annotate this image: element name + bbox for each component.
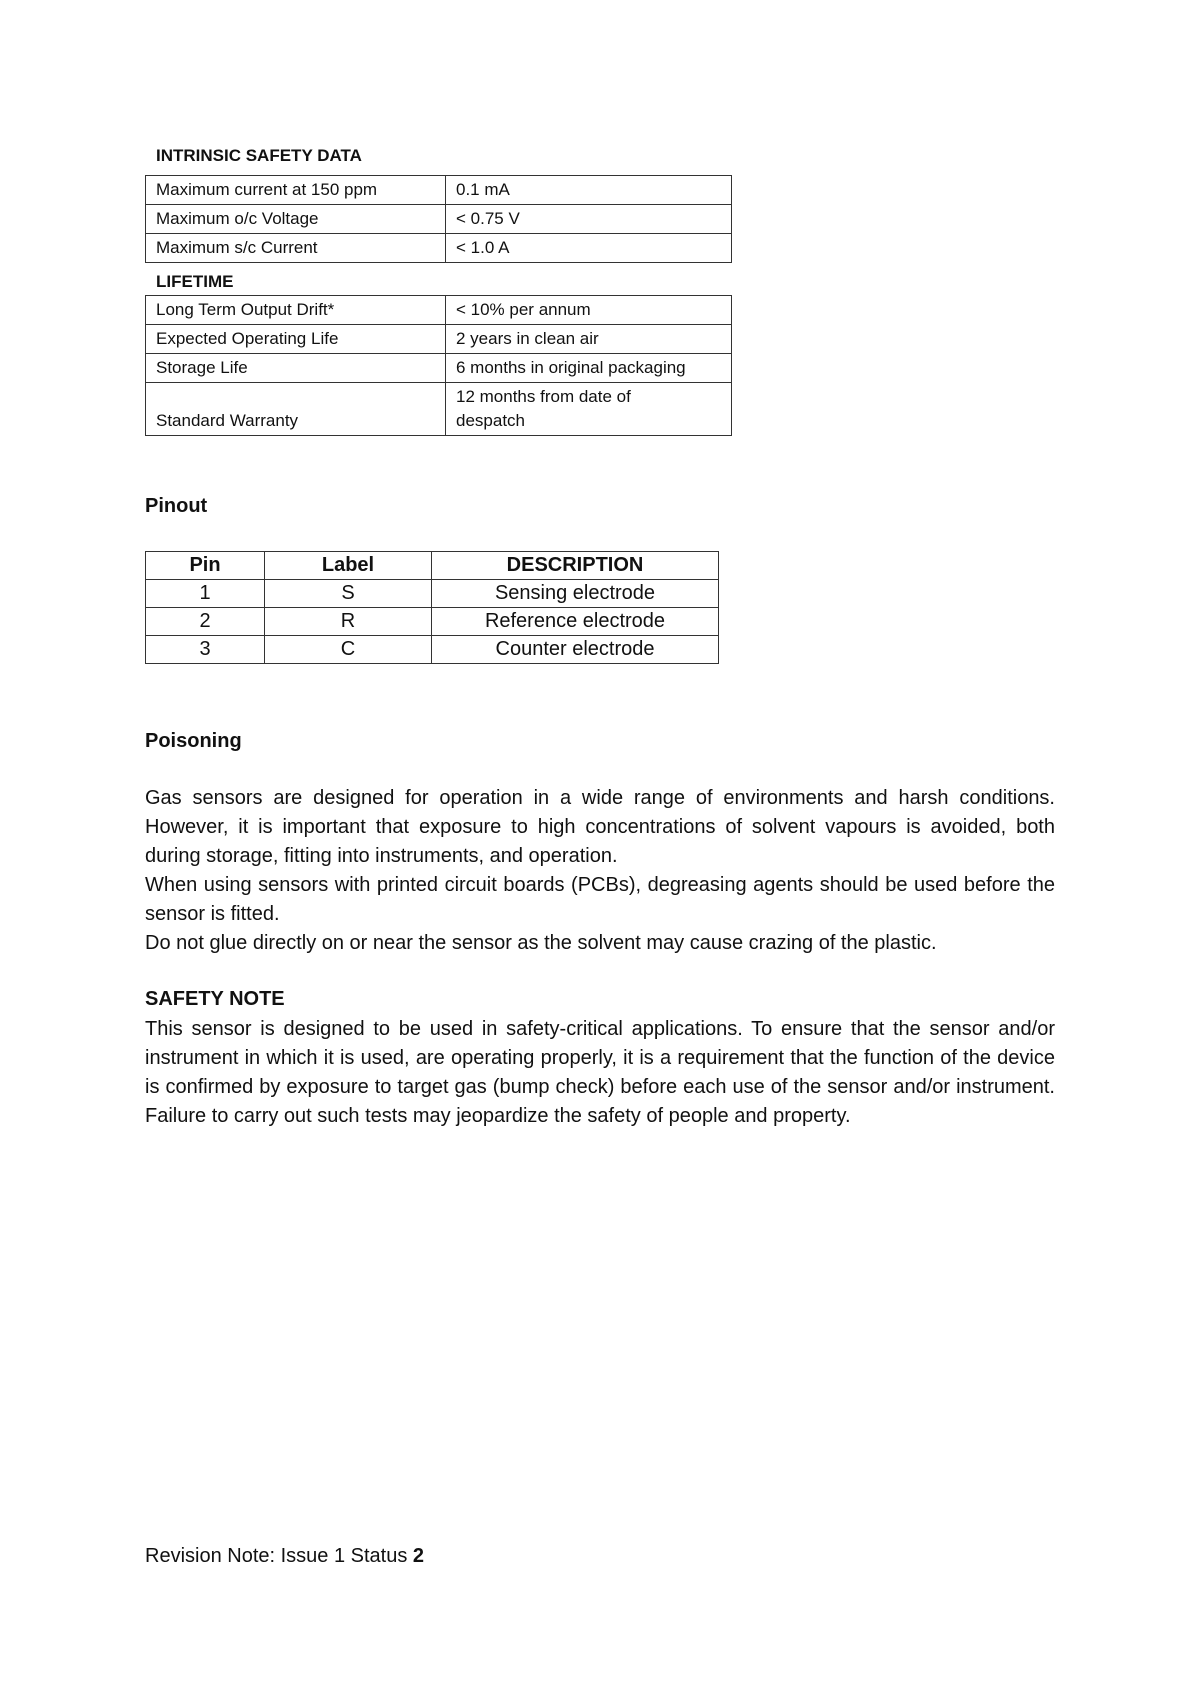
- pinout-table: [145, 551, 719, 664]
- table-row: [146, 354, 732, 383]
- pin-label: R: [265, 608, 432, 636]
- spec-value: 2 years in clean air: [446, 325, 732, 354]
- lifetime-title: LIFETIME: [156, 272, 234, 291]
- table-row: [146, 296, 732, 325]
- spec-value: < 1.0 A: [446, 234, 732, 263]
- table-row: [146, 383, 732, 436]
- pin-description: Reference electrode: [432, 608, 719, 636]
- spec-label: Maximum current at 150 ppm: [146, 176, 446, 205]
- pin-label: S: [265, 580, 432, 608]
- intrinsic-safety-title: INTRINSIC SAFETY DATA: [156, 146, 362, 165]
- spec-label: Expected Operating Life: [146, 325, 446, 354]
- column-header: DESCRIPTION: [432, 552, 719, 580]
- table-row: [146, 580, 719, 608]
- table-header-row: [146, 552, 719, 580]
- revision-status: 2: [412, 1545, 425, 1567]
- safety-note-text: [145, 1015, 1055, 1131]
- poisoning-title: Poisoning: [145, 730, 242, 752]
- column-header: Label: [265, 552, 432, 580]
- paragraph: Do not glue directly on or near the sensor as the solvent may cause crazing of the plastic.: [145, 932, 937, 954]
- paragraph: This sensor is designed to be used in safety-critical applications. To ensure that the sensor and/or instrument in which it is used, are operating properly, it is a requirement that the function of the device is confirmed by exposure to target gas (bump check) before each use of the sensor and/or instrument. Failure to carry out such tests may jeopardize the safety of people and property.: [145, 1018, 1055, 1127]
- pin-number: 2: [146, 608, 265, 636]
- paragraph: Gas sensors are designed for operation in a wide range of environments and harsh conditions. However, it is important that exposure to high concentrations of solvent vapours is avoided, both during storage, fitting into instruments, and operation.: [145, 787, 1055, 867]
- spec-value: [446, 383, 732, 436]
- spec-value-line: 12 months from date of: [456, 387, 631, 406]
- pin-number: 1: [146, 580, 265, 608]
- table-row: [146, 608, 719, 636]
- pinout-title: Pinout: [145, 495, 208, 517]
- revision-note-text: Revision Note: Issue 1 Status: [145, 1545, 413, 1567]
- pin-number: 3: [146, 636, 265, 664]
- spec-value: < 10% per annum: [446, 296, 732, 325]
- spec-label: Maximum o/c Voltage: [146, 205, 446, 234]
- spec-value-line: despatch: [456, 411, 525, 430]
- table-row: [146, 176, 732, 205]
- spec-label: Standard Warranty: [146, 383, 446, 436]
- pin-description: Counter electrode: [432, 636, 719, 664]
- poisoning-text: [145, 784, 1055, 958]
- column-header: Pin: [146, 552, 265, 580]
- pin-description: Sensing electrode: [432, 580, 719, 608]
- spec-label: Long Term Output Drift*: [146, 296, 446, 325]
- table-row: [146, 234, 732, 263]
- table-row: [146, 325, 732, 354]
- safety-note-title: SAFETY NOTE: [145, 988, 285, 1010]
- table-row: [146, 636, 719, 664]
- intrinsic-safety-table: [145, 175, 732, 263]
- spec-value: 0.1 mA: [446, 176, 732, 205]
- spec-label: Storage Life: [146, 354, 446, 383]
- spec-value: 6 months in original packaging: [446, 354, 732, 383]
- pin-label: C: [265, 636, 432, 664]
- spec-label: Maximum s/c Current: [146, 234, 446, 263]
- spec-value: < 0.75 V: [446, 205, 732, 234]
- table-row: [146, 205, 732, 234]
- lifetime-table: [145, 295, 732, 436]
- paragraph: When using sensors with printed circuit boards (PCBs), degreasing agents should be used before the sensor is fitted.: [145, 874, 1055, 925]
- revision-note: [145, 1545, 424, 1568]
